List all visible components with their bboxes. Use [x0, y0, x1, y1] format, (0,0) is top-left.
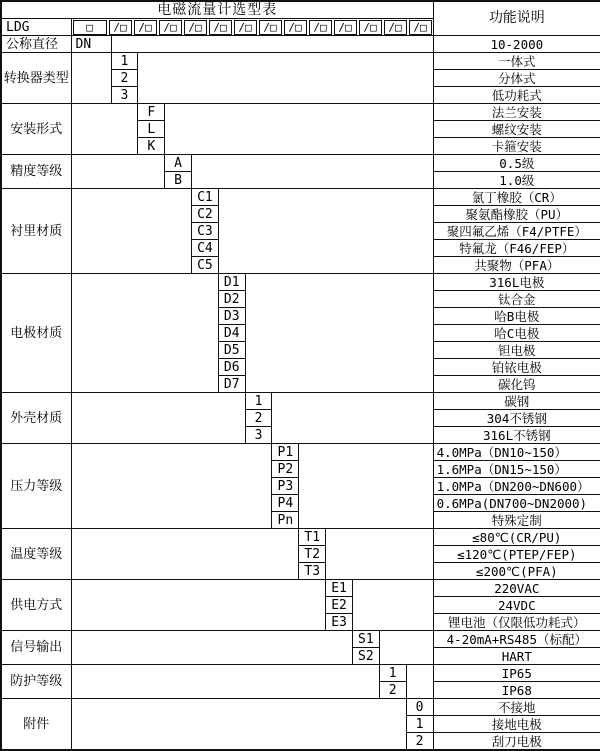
code-cell: S2 — [352, 648, 379, 665]
code-cell: 1 — [111, 53, 138, 70]
desc-cell: 哈C电极 — [433, 325, 600, 342]
group-label: 安装形式 — [1, 104, 71, 155]
filler-left — [71, 529, 299, 580]
code-cell: 1 — [406, 716, 433, 733]
group-label: 压力等级 — [1, 444, 71, 529]
desc-cell: 220VAC — [433, 580, 600, 597]
filler-right — [326, 529, 433, 580]
model-code-boxes — [72, 20, 433, 35]
desc-cell: 螺纹安装 — [433, 121, 600, 138]
filler-left — [71, 53, 111, 104]
model-slot-box: /□ — [134, 20, 157, 35]
code-cell: 2 — [111, 70, 138, 87]
desc-cell: 0.5级 — [433, 155, 600, 172]
model-slot-box: /□ — [384, 20, 407, 35]
desc-cell: 聚四氟乙烯（F4/PTFE） — [433, 223, 600, 240]
model-code-strip — [71, 19, 433, 36]
desc-cell: 碳化钨 — [433, 376, 600, 393]
code-cell: T3 — [299, 563, 326, 580]
code-cell: C4 — [191, 240, 218, 257]
group-label: 信号输出 — [1, 631, 71, 665]
filler-left — [71, 104, 138, 155]
code-cell: S1 — [352, 631, 379, 648]
model-box: □ — [73, 20, 107, 35]
filler-left — [71, 444, 272, 529]
filler-left — [71, 274, 218, 393]
desc-cell: 特氟龙（F46/FEP） — [433, 240, 600, 257]
code-cell: B — [165, 172, 192, 189]
table-title: 电磁流量计选型表 — [1, 1, 433, 19]
code-cell: 1 — [245, 393, 272, 410]
code-cell: D4 — [218, 325, 245, 342]
group-label: 精度等级 — [1, 155, 71, 189]
code-cell: P4 — [272, 495, 299, 512]
filler-right — [352, 580, 433, 631]
desc-cell: ≤200℃(PFA) — [433, 563, 600, 580]
filler-right — [245, 274, 433, 393]
filler-left — [71, 189, 191, 274]
desc-cell: 聚氨酯橡胶（PU） — [433, 206, 600, 223]
filler-right — [299, 444, 433, 529]
desc-cell: 接地电极 — [433, 716, 600, 733]
model-slot-box: /□ — [234, 20, 257, 35]
code-cell: C2 — [191, 206, 218, 223]
code-cell: T1 — [299, 529, 326, 546]
filler-right — [406, 665, 433, 699]
group-label: 温度等级 — [1, 529, 71, 580]
code-cell: P3 — [272, 478, 299, 495]
desc-cell: ≤80℃(CR/PU) — [433, 529, 600, 546]
desc-cell: 低功耗式 — [433, 87, 600, 104]
code-cell: C1 — [191, 189, 218, 206]
desc-cell: 不接地 — [433, 699, 600, 716]
filler-right — [138, 53, 433, 104]
group-label: 衬里材质 — [1, 189, 71, 274]
filler-left — [71, 393, 245, 444]
desc-cell: 1.0级 — [433, 172, 600, 189]
desc-cell: 304不锈钢 — [433, 410, 600, 427]
desc-cell: 钛合金 — [433, 291, 600, 308]
code-cell: D1 — [218, 274, 245, 291]
model-slot-box: /□ — [259, 20, 282, 35]
desc-cell: ≤120℃(PTEP/FEP) — [433, 546, 600, 563]
model-slot-box: /□ — [359, 20, 382, 35]
group-label: 转换器类型 — [1, 53, 71, 104]
code-cell: C3 — [191, 223, 218, 240]
desc-cell: 特殊定制 — [433, 512, 600, 529]
filler-right — [191, 155, 433, 189]
desc-cell: IP65 — [433, 665, 600, 682]
code-cell: K — [138, 138, 165, 155]
filler-right — [379, 631, 433, 665]
code-cell: 1 — [379, 665, 406, 682]
group-label: 电极材质 — [1, 274, 71, 393]
desc-cell: 4.0MPa（DN10~150） — [433, 444, 600, 461]
desc-cell: 氯丁橡胶（CR） — [433, 189, 600, 206]
dn-code-cell: DN — [71, 36, 111, 53]
model-slot-box: /□ — [184, 20, 207, 35]
group-label: 外壳材质 — [1, 393, 71, 444]
filler-right — [272, 393, 433, 444]
desc-cell: 1.0MPa（DN200~DN600） — [433, 478, 600, 495]
desc-cell: 共聚物（PFA） — [433, 257, 600, 274]
desc-cell: 24VDC — [433, 597, 600, 614]
model-slot-box: /□ — [334, 20, 357, 35]
filler-left — [71, 699, 406, 751]
desc-cell: 钽电极 — [433, 342, 600, 359]
code-cell: 0 — [406, 699, 433, 716]
code-cell: D6 — [218, 359, 245, 376]
code-cell: Pn — [272, 512, 299, 529]
code-cell: T2 — [299, 546, 326, 563]
function-column-header: 功能说明 — [433, 1, 600, 36]
code-cell: A — [165, 155, 192, 172]
model-slot-box: /□ — [284, 20, 307, 35]
code-cell: D2 — [218, 291, 245, 308]
desc-cell: 哈B电极 — [433, 308, 600, 325]
filler-right — [165, 104, 433, 155]
filler-left — [71, 155, 165, 189]
desc-cell: 一体式 — [433, 53, 600, 70]
dn-value: 10-2000 — [433, 36, 600, 53]
desc-cell: 锂电池（仅限低功耗式） — [433, 614, 600, 631]
code-cell: L — [138, 121, 165, 138]
desc-cell: 卡箍安装 — [433, 138, 600, 155]
code-cell: D5 — [218, 342, 245, 359]
desc-cell: 4-20mA+RS485（标配） — [433, 631, 600, 648]
desc-cell: 法兰安装 — [433, 104, 600, 121]
code-cell: E3 — [326, 614, 353, 631]
code-cell: F — [138, 104, 165, 121]
code-cell: 3 — [111, 87, 138, 104]
code-cell: P1 — [272, 444, 299, 461]
dn-label: 公称直径 — [1, 36, 71, 53]
desc-cell: 316L不锈钢 — [433, 427, 600, 444]
code-cell: 2 — [245, 410, 272, 427]
code-cell: E1 — [326, 580, 353, 597]
filler-left — [71, 665, 379, 699]
filler-left — [71, 631, 352, 665]
model-prefix: LDG — [1, 19, 71, 36]
code-cell: 2 — [406, 733, 433, 751]
code-cell: E2 — [326, 597, 353, 614]
desc-cell: 1.6MPa（DN15~150） — [433, 461, 600, 478]
model-slot-box: /□ — [159, 20, 182, 35]
code-cell: 2 — [379, 682, 406, 699]
group-label: 附件 — [1, 699, 71, 751]
group-label: 供电方式 — [1, 580, 71, 631]
desc-cell: IP68 — [433, 682, 600, 699]
filler-right — [218, 189, 433, 274]
model-slot-box: /□ — [109, 20, 132, 35]
group-label: 防护等级 — [1, 665, 71, 699]
filler-left — [71, 580, 326, 631]
code-cell: D7 — [218, 376, 245, 393]
code-cell: D3 — [218, 308, 245, 325]
dn-filler — [111, 36, 433, 53]
desc-cell: 316L电极 — [433, 274, 600, 291]
desc-cell: 刮刀电极 — [433, 733, 600, 751]
model-slot-box: /□ — [309, 20, 332, 35]
desc-cell: 铂铱电极 — [433, 359, 600, 376]
model-slot-box: /□ — [409, 20, 432, 35]
code-cell: P2 — [272, 461, 299, 478]
desc-cell: 碳钢 — [433, 393, 600, 410]
model-slot-box: /□ — [209, 20, 232, 35]
desc-cell: HART — [433, 648, 600, 665]
code-cell: 3 — [245, 427, 272, 444]
code-cell: C5 — [191, 257, 218, 274]
desc-cell: 分体式 — [433, 70, 600, 87]
desc-cell: 0.6MPa(DN700~DN2000) — [433, 495, 600, 512]
